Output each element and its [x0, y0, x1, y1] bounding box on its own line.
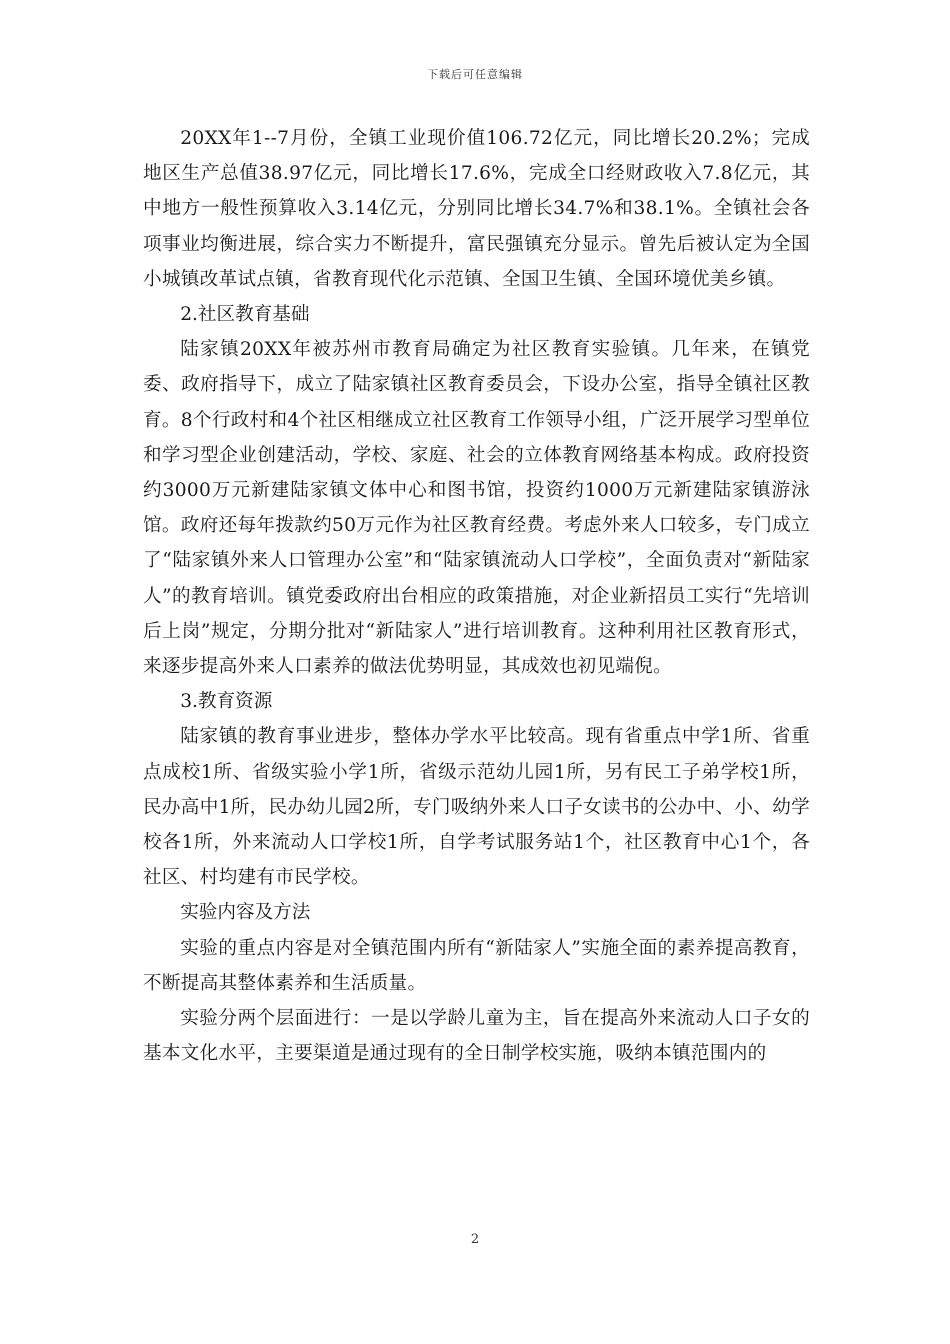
paragraph-community-education: 陆家镇20XX年被苏州市教育局确定为社区教育实验镇。几年来，在镇党委、政府指导下，成立了陆家镇社区教育委员会，下设办公室，指导全镇社区教育。8个行政村和4个社区相继成立社区教育工作领导小组，广泛开展学习型单位和学习型企业创建活动，学校、家庭、社会的立体教育网络基本构成。政府投资约3000万元新建陆家镇文体中心和图书馆，投资约1000万元新建陆家镇游泳馆。政府还每年拨款约50万元作为社区教育经费。考虑外来人口较多，专门成立了“陆家镇外来人口管理办公室”和“陆家镇流动人口学校”，全面负责对“新陆家人”的教育培训。镇党委政府出台相应的政策措施，对企业新招员工实行“先培训后上岗”规定，分期分批对“新陆家人”进行培训教育。这种利用社区教育形式，来逐步提高外来人口素养的做法优势明显，其成效也初见端倪。 — [143, 339, 810, 678]
document-body — [143, 121, 810, 1071]
page-number: 2 — [470, 1232, 480, 1247]
paragraph-education-resources: 陆家镇的教育事业进步，整体办学水平比较高。现有省重点中学1所、省重点成校1所、省级实验小学1所，省级示范幼儿园1所，另有民工子弟学校1所，民办高中1所，民办幼儿园2所，专门吸纳外来人口子女读书的公办中、小、幼学校各1所，外来流动人口学校1所，自学考试服务站1个，社区教育中心1个，各社区、村均建有市民学校。 — [143, 726, 810, 889]
section-heading-experiment-content: 实验内容及方法 — [180, 902, 311, 924]
section-heading-community-education: 2.社区教育基础 — [180, 304, 310, 326]
paragraph-economy: 20XX年1--7月份，全镇工业现价值106.72亿元，同比增长20.2%；完成地区生产总值38.97亿元，同比增长17.6%，完成全口经财政收入7.8亿元，其中地方一般性预算收入3.14亿元，分别同比增长34.7%和38.1%。全镇社会各项事业均衡进展，综合实力不断提升，富民强镇充分显示。曾先后被认定为全国小城镇改革试点镇，省教育现代化示范镇、全国卫生镇、全国环境优美乡镇。 — [143, 128, 810, 290]
paragraph-experiment-focus: 实验的重点内容是对全镇范围内所有“新陆家人”实施全面的素养提高教育，不断提高其整体素养和生活质量。 — [143, 937, 810, 994]
paragraph-experiment-levels: 实验分两个层面进行：一是以学龄儿童为主，旨在提高外来流动人口子女的基本文化水平，主要渠道是通过现有的全日制学校实施，吸纳本镇范围内的 — [143, 1008, 810, 1065]
section-heading-education-resources: 3.教育资源 — [180, 691, 273, 713]
page-header: 下载后可任意编辑 — [427, 68, 523, 81]
